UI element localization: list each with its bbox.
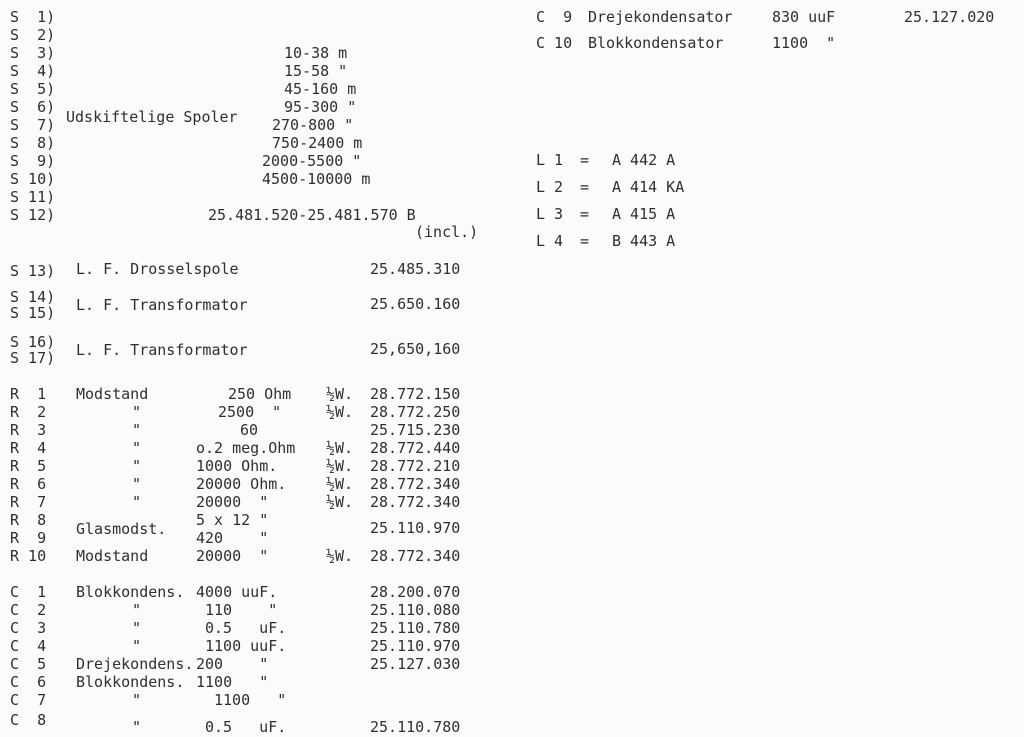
coil-label: S 4) xyxy=(10,62,56,80)
resistor-watt: ½W. xyxy=(326,457,354,475)
capacitor-part: 25.110.080 xyxy=(370,601,461,619)
resistor-value: 5 x 12 " xyxy=(196,511,269,529)
coil-part-range: 25.481.520-25.481.570 B xyxy=(208,206,416,224)
capacitor-desc: " xyxy=(132,718,142,736)
coil-group-label: Udskiftelige Spoler xyxy=(66,108,238,126)
resistor-id: R 8 xyxy=(10,511,47,529)
resistor-desc: " xyxy=(132,457,142,475)
coil-range: 15-58 " xyxy=(284,62,348,80)
resistor-id: R 6 xyxy=(10,475,47,493)
resistor-value: 60 xyxy=(240,421,259,439)
glass-resistor-part: 25.110.970 xyxy=(370,519,461,537)
coil-label: S 1) xyxy=(10,8,56,26)
lamp-eq: = xyxy=(580,205,590,223)
resistor-desc: Modstand xyxy=(76,385,149,403)
capacitor-value: 0.5 uF. xyxy=(205,619,287,637)
capacitor-id: C 7 xyxy=(10,691,47,709)
capacitor-desc: " xyxy=(132,601,142,619)
capacitor-desc: " xyxy=(132,637,142,655)
capacitor-desc: Blokkondens. xyxy=(76,673,185,691)
coil-range: 2000-5500 " xyxy=(262,152,362,170)
resistor-desc: Modstand xyxy=(76,547,149,565)
resistor-part: 25.715.230 xyxy=(370,421,461,439)
transformer-label: S 13) xyxy=(10,262,56,280)
resistor-id: R 2 xyxy=(10,403,47,421)
transformer-label: S 16) xyxy=(10,333,56,351)
resistor-part: 28.772.440 xyxy=(370,439,461,457)
capacitor-desc: Blokkondensator xyxy=(588,34,724,52)
resistor-part: 28.772.150 xyxy=(370,385,461,403)
capacitor-desc: Drejekondens. xyxy=(76,655,194,673)
capacitor-id: C 3 xyxy=(10,619,47,637)
resistor-part: 28.772.210 xyxy=(370,457,461,475)
coil-label: S 10) xyxy=(10,170,56,188)
resistor-id: R 3 xyxy=(10,421,47,439)
lamp-id: L 3 xyxy=(536,205,564,223)
coil-label: S 3) xyxy=(10,44,56,62)
resistor-part: 28.772.340 xyxy=(370,493,461,511)
transformer-label: S 14) xyxy=(10,288,56,306)
coil-part-note: (incl.) xyxy=(415,223,479,241)
resistor-desc: " xyxy=(132,403,142,421)
resistor-watt: ½W. xyxy=(326,475,354,493)
transformer-label: S 15) xyxy=(10,304,56,322)
lamp-eq: = xyxy=(580,178,590,196)
resistor-watt: ½W. xyxy=(326,439,354,457)
resistor-id: R 10 xyxy=(10,547,47,565)
capacitor-id: C 9 xyxy=(536,8,573,26)
resistor-desc: " xyxy=(132,421,142,439)
capacitor-desc: " xyxy=(132,619,142,637)
resistor-value: 250 Ohm xyxy=(228,385,292,403)
resistor-value: 20000 Ohm. xyxy=(196,475,287,493)
capacitor-id: C 4 xyxy=(10,637,47,655)
capacitor-value: 1100 " xyxy=(772,34,836,52)
coil-label: S 9) xyxy=(10,152,56,170)
resistor-desc: " xyxy=(132,439,142,457)
resistor-value: 2500 " xyxy=(218,403,282,421)
resistor-watt: ½W. xyxy=(326,547,354,565)
capacitor-id: C 2 xyxy=(10,601,47,619)
lamp-tube: B 443 A xyxy=(612,232,676,250)
coil-range: 270-800 " xyxy=(272,116,354,134)
capacitor-desc: " xyxy=(132,691,142,709)
lamp-tube: A 442 A xyxy=(612,151,676,169)
capacitor-id: C 10 xyxy=(536,34,573,52)
transformer-desc: L. F. Transformator xyxy=(76,296,248,314)
capacitor-id: C 5 xyxy=(10,655,47,673)
capacitor-value: 1100 " xyxy=(214,691,287,709)
capacitor-value: 110 " xyxy=(205,601,278,619)
capacitor-desc: Drejekondensator xyxy=(588,8,733,26)
resistor-watt: ½W. xyxy=(326,493,354,511)
coil-label: S 8) xyxy=(10,134,56,152)
capacitor-value: 0.5 uF. xyxy=(205,718,287,736)
lamp-eq: = xyxy=(580,232,590,250)
capacitor-id: C 6 xyxy=(10,673,47,691)
capacitor-part: 28.200.070 xyxy=(370,583,461,601)
coil-label: S 11) xyxy=(10,188,56,206)
resistor-id: R 9 xyxy=(10,529,47,547)
capacitor-id: C 8 xyxy=(10,711,47,729)
coil-range: 4500-10000 m xyxy=(262,170,371,188)
resistor-part: 28.772.340 xyxy=(370,475,461,493)
resistor-value: 1000 Ohm. xyxy=(196,457,278,475)
coil-range: 95-300 " xyxy=(284,98,357,116)
coil-label: S 7) xyxy=(10,116,56,134)
capacitor-value: 4000 uuF. xyxy=(196,583,278,601)
transformer-part: 25.650.160 xyxy=(370,295,461,313)
transformer-part: 25.485.310 xyxy=(370,260,461,278)
resistor-id: R 1 xyxy=(10,385,47,403)
capacitor-value: 1100 uuF. xyxy=(205,637,287,655)
resistor-value: 20000 " xyxy=(196,547,269,565)
resistor-part: 28.772.250 xyxy=(370,403,461,421)
resistor-desc: " xyxy=(132,493,142,511)
resistor-value: 420 " xyxy=(196,529,269,547)
resistor-desc: " xyxy=(132,475,142,493)
capacitor-value: 1100 " xyxy=(196,673,269,691)
coil-range: 10-38 m xyxy=(284,44,348,62)
resistor-value: o.2 meg.Ohm xyxy=(196,439,296,457)
resistor-part: 28.772.340 xyxy=(370,547,461,565)
glass-resistor-desc: Glasmodst. xyxy=(76,520,167,538)
resistor-id: R 4 xyxy=(10,439,47,457)
resistor-watt: ½W. xyxy=(326,385,354,403)
lamp-id: L 1 xyxy=(536,151,564,169)
resistor-watt: ½W. xyxy=(326,403,354,421)
transformer-desc: L. F. Transformator xyxy=(76,341,248,359)
coil-label: S 2) xyxy=(10,26,56,44)
capacitor-part: 25.110.970 xyxy=(370,637,461,655)
lamp-tube: A 414 KA xyxy=(612,178,685,196)
capacitor-part: 25.110.780 xyxy=(370,619,461,637)
transformer-part: 25,650,160 xyxy=(370,340,461,358)
capacitor-id: C 1 xyxy=(10,583,47,601)
transformer-desc: L. F. Drosselspole xyxy=(76,260,239,278)
coil-range: 45-160 m xyxy=(284,80,357,98)
capacitor-value: 200 " xyxy=(196,655,269,673)
transformer-label: S 17) xyxy=(10,349,56,367)
capacitor-part: 25.110.780 xyxy=(370,718,461,736)
coil-range: 750-2400 m xyxy=(272,134,363,152)
capacitor-part: 25.127.030 xyxy=(370,655,461,673)
capacitor-desc: Blokkondens. xyxy=(76,583,185,601)
coil-label: S 5) xyxy=(10,80,56,98)
lamp-id: L 4 xyxy=(536,232,564,250)
coil-label: S 12) xyxy=(10,206,56,224)
resistor-value: 20000 " xyxy=(196,493,269,511)
resistor-id: R 7 xyxy=(10,493,47,511)
lamp-tube: A 415 A xyxy=(612,205,676,223)
capacitor-value: 830 uuF xyxy=(772,8,836,26)
lamp-id: L 2 xyxy=(536,178,564,196)
coil-label: S 6) xyxy=(10,98,56,116)
resistor-id: R 5 xyxy=(10,457,47,475)
capacitor-part: 25.127.020 xyxy=(904,8,995,26)
lamp-eq: = xyxy=(580,151,590,169)
